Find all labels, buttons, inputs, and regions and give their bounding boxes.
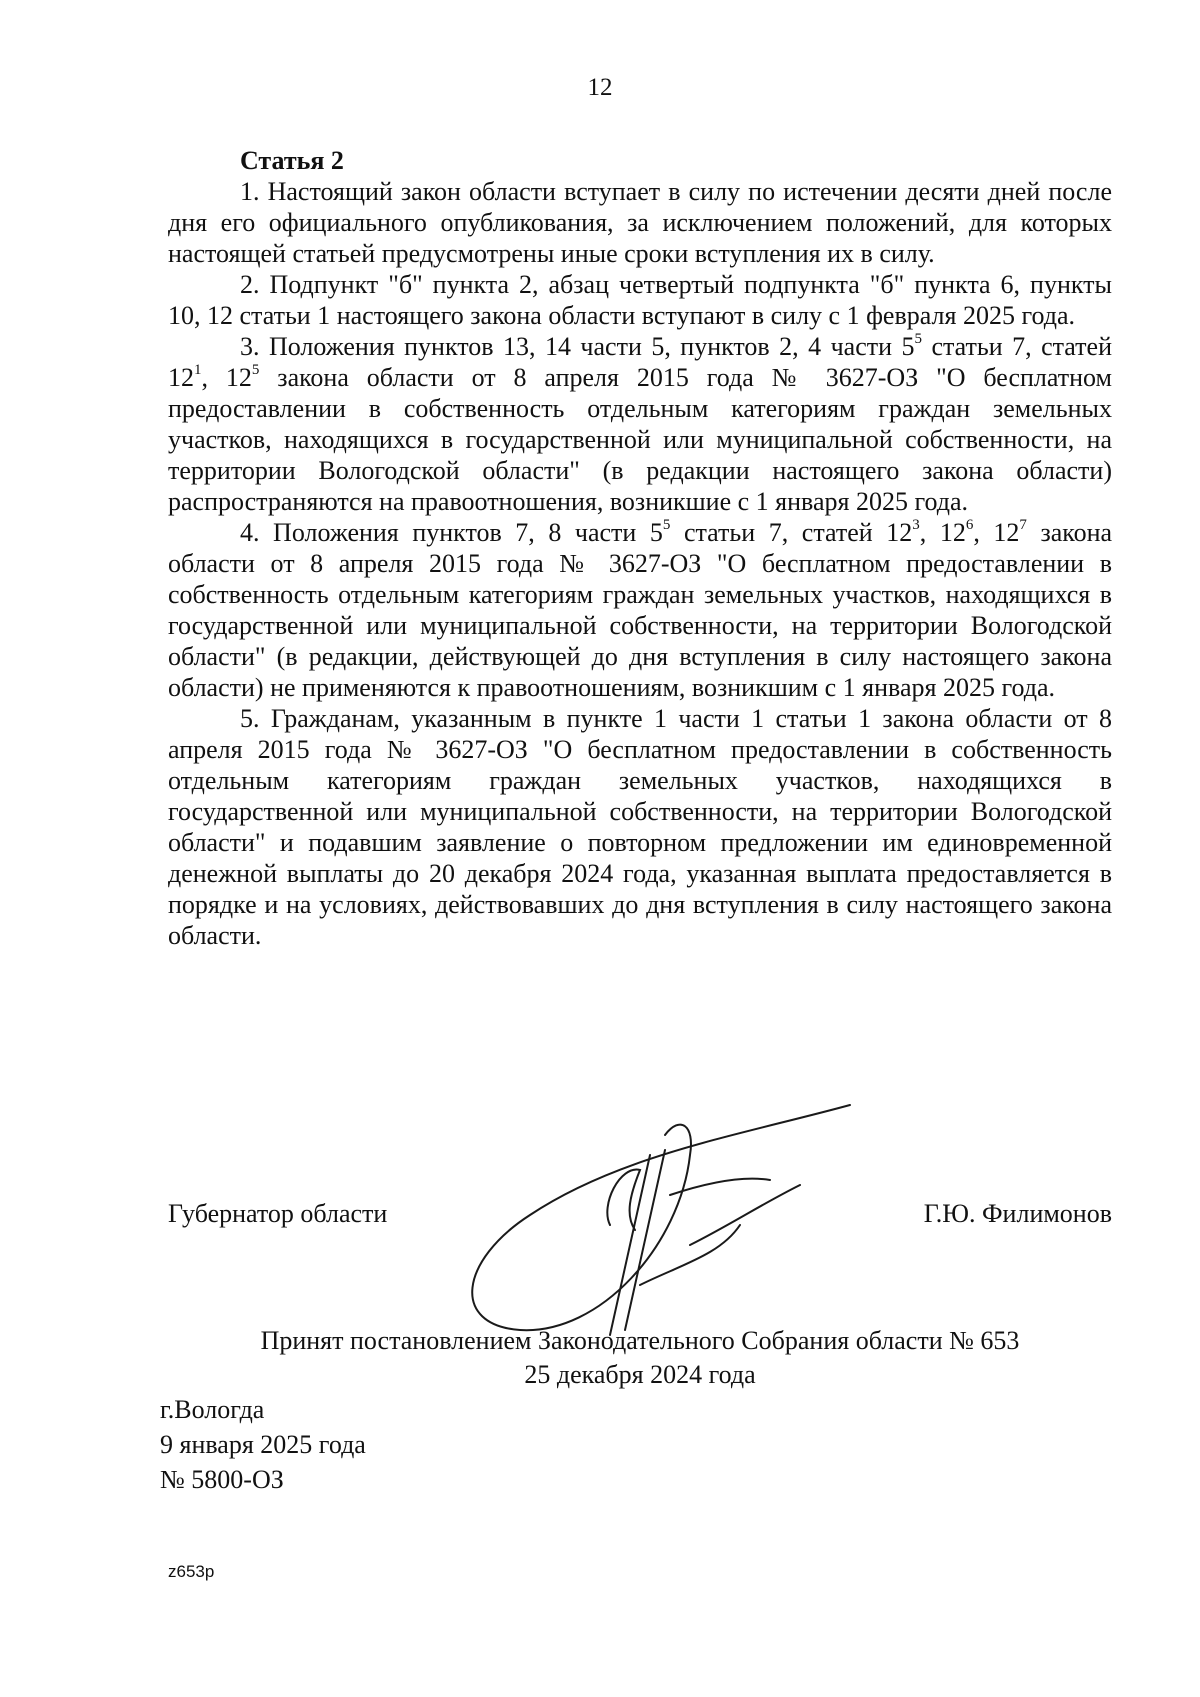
paragraph-4-text: статьи 7, статей 12 bbox=[670, 518, 913, 547]
paragraph-1: 1. Настоящий закон области вступает в силу по истечении десяти дней после дня его официального опубликования, за исключением положений, для которых настоящей статьей предусмотрены иные сроки вступления их в силу. bbox=[168, 177, 1112, 268]
adoption-note bbox=[0, 1324, 1200, 1392]
adoption-line: Принят постановлением Законодательного Собрания области № 653 bbox=[260, 1326, 1020, 1355]
paragraph-4 bbox=[168, 517, 1112, 703]
superscript: 6 bbox=[965, 517, 974, 534]
article-body bbox=[168, 145, 1112, 951]
superscript: 5 bbox=[662, 517, 671, 534]
signature bbox=[440, 1095, 880, 1340]
adoption-date: 25 декабря 2024 года bbox=[524, 1360, 756, 1389]
superscript: 5 bbox=[914, 331, 922, 348]
paragraph-4-text: 4. Положения пунктов 7, 8 части 5 bbox=[240, 518, 663, 547]
paragraph-4-text: , 12 bbox=[919, 518, 966, 547]
paragraph-5: 5. Гражданам, указанным в пункте 1 части 1 статьи 1 закона области от 8 апреля 2015 года № 3627-ОЗ "О бесплатном предоставлении в собственность отдельным категориям граждан земельных участков, находящихся в государственной или муниципальной собственности, на территории Вологодской области" и подавшим заявление о повторном предложении им единовременной денежной выплаты до 20 декабря 2024 года, указанная выплата предоставляется в порядке и на условиях, действовавших до дня вступления в силу настоящего закона области. bbox=[168, 704, 1112, 950]
signing-date: 9 января 2025 года bbox=[160, 1430, 366, 1459]
signer-title: Губернатор области bbox=[168, 1199, 388, 1228]
city: г.Вологда bbox=[160, 1395, 265, 1424]
paragraph-3-text: статьи 7, статей 12 bbox=[168, 332, 1112, 392]
paragraph-3-text: 3. Положения пунктов 13, 14 части 5, пунктов 2, 4 части 5 bbox=[240, 332, 915, 361]
page-number: 12 bbox=[587, 74, 613, 101]
superscript: 7 bbox=[1019, 517, 1027, 534]
paragraph-3-text: , 12 bbox=[201, 363, 252, 392]
paragraph-4-text: закона области от 8 апреля 2015 года № 3627-ОЗ "О бесплатном предоставлении в собственность отдельным категориям граждан земельных участков, находящихся в государственной или муниципальной собственности, на территории Вологодской области" (в редакции, действующей до дня вступления в силу настоящего закона области) не применяются к правоотношениям, возникшим с 1 января 2025 года. bbox=[168, 518, 1113, 702]
superscript: 1 bbox=[194, 362, 202, 379]
paragraph-2: 2. Подпункт "б" пункта 2, абзац четвертый подпункта "б" пункта 6, пункты 10, 12 статьи 1 настоящего закона области вступают в силу с 1 февраля 2025 года. bbox=[168, 270, 1112, 330]
law-number: № 5800-ОЗ bbox=[160, 1465, 284, 1494]
place-and-date bbox=[160, 1392, 366, 1497]
superscript: 5 bbox=[251, 362, 260, 379]
paragraph-3 bbox=[168, 331, 1112, 517]
paragraph-3-text: закона области от 8 апреля 2015 года № 3627-ОЗ "О бесплатном предоставлении в собственность отдельным категориям граждан земельных участков, находящихся в государственной или муниципальной собственности, на территории Вологодской области" (в редакции настоящего закона области) распространяются на правоотношения, возникшие с 1 января 2025 года. bbox=[168, 363, 1113, 516]
document-code: z653p bbox=[168, 1562, 215, 1581]
superscript: 3 bbox=[912, 517, 920, 534]
article-heading: Статья 2 bbox=[240, 146, 344, 175]
signer-name: Г.Ю. Филимонов bbox=[923, 1199, 1112, 1228]
paragraph-4-text: , 12 bbox=[973, 518, 1020, 547]
